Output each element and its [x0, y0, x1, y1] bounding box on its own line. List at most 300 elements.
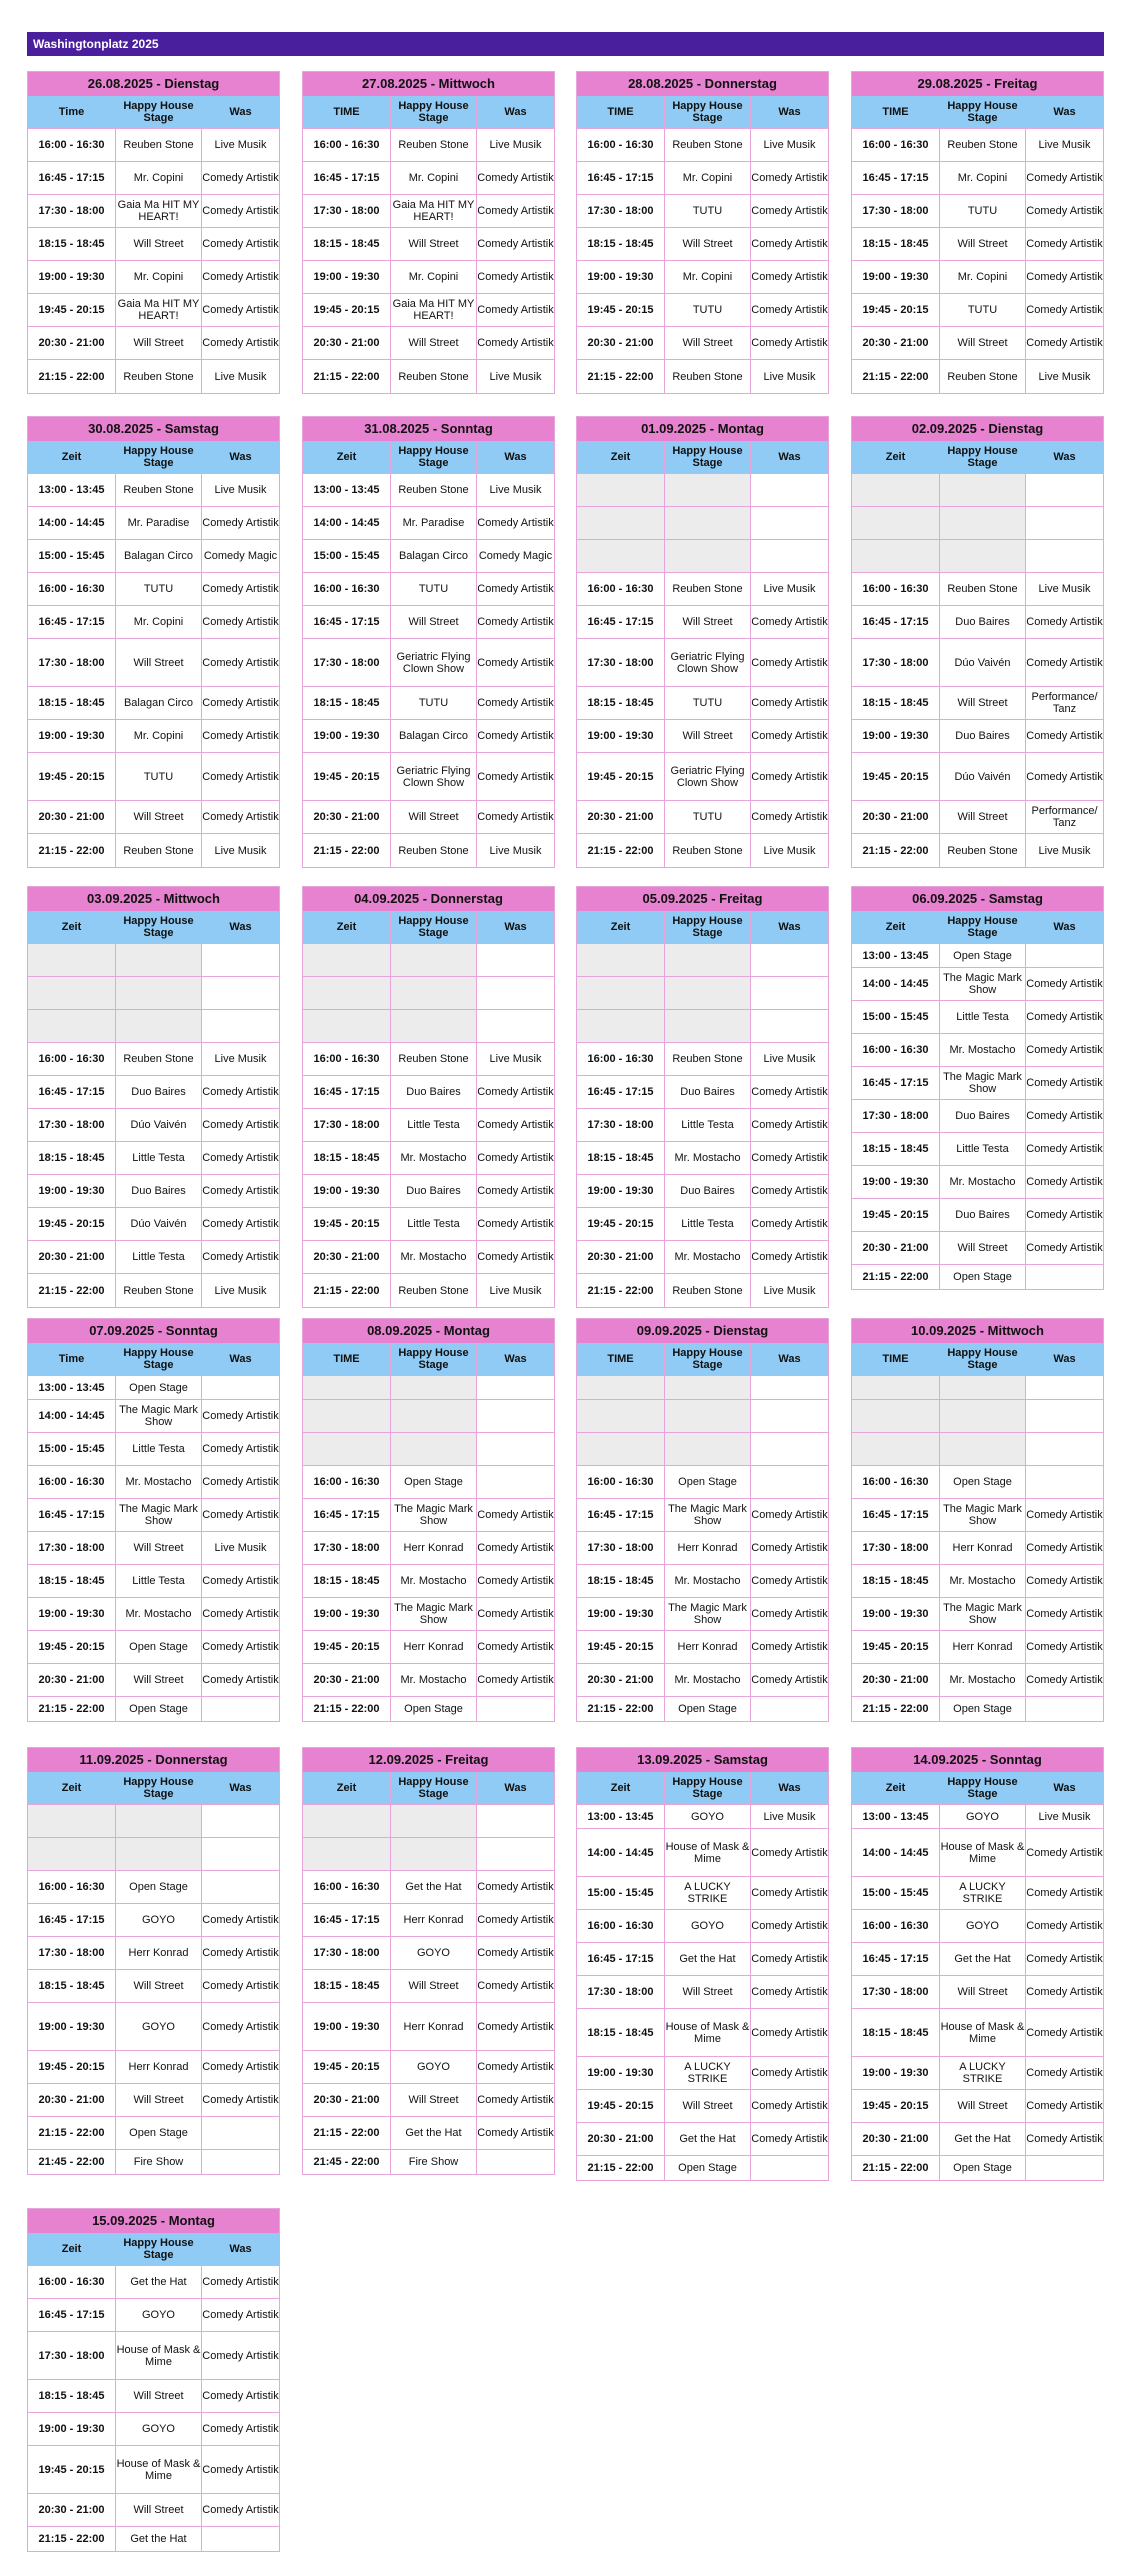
time-slot: 21:15 - 22:00	[28, 2117, 116, 2149]
category: Comedy Artistik	[751, 304, 828, 316]
time-slot: 18:15 - 18:45	[303, 1565, 391, 1597]
performer: Reuben Stone	[116, 1274, 202, 1307]
performer: Mr. Mostacho	[391, 1241, 477, 1273]
time-slot: 17:30 - 18:00	[577, 1109, 665, 1141]
performer: Fire Show	[391, 2150, 477, 2174]
performer: Balagan Circo	[116, 540, 202, 572]
category: Comedy Artistik	[751, 271, 828, 283]
category: Comedy Artistik	[751, 1608, 828, 1620]
category: Comedy Artistik	[477, 238, 554, 250]
category: Comedy Artistik	[477, 2127, 554, 2139]
column-headers	[852, 96, 1103, 129]
time-slot: 17:30 - 18:00	[577, 195, 665, 227]
was-column-header: Was	[778, 1782, 801, 1794]
performer: Herr Konrad	[940, 1631, 1026, 1663]
schedule-row	[303, 1433, 554, 1466]
time-slot: 18:15 - 18:45	[577, 228, 665, 260]
performer: House of Mask & Mime	[116, 2332, 202, 2379]
category: Comedy Artistik	[202, 304, 279, 316]
column-headers	[28, 2233, 279, 2266]
schedule-row	[28, 2413, 279, 2446]
schedule-row	[577, 1043, 828, 1076]
performer: Open Stage	[391, 1466, 477, 1498]
day-schedule	[27, 71, 280, 394]
schedule-row	[28, 2051, 279, 2084]
category	[1026, 1466, 1103, 1498]
performer: Geriatric Flying Clown Show	[391, 753, 477, 800]
schedule-row	[577, 834, 828, 867]
time-slot: 19:45 - 20:15	[303, 2051, 391, 2083]
time-slot: 19:45 - 20:15	[303, 294, 391, 326]
category: Comedy Artistik	[477, 517, 554, 529]
time-column-header: TIME	[577, 1343, 665, 1375]
schedule-row	[577, 1598, 828, 1631]
performer	[940, 1433, 1026, 1465]
schedule-row	[577, 1376, 828, 1400]
schedule-row	[28, 1805, 279, 1838]
time-slot: 15:00 - 15:45	[577, 1877, 665, 1909]
performer: Duo Baires	[665, 1175, 751, 1207]
category: Performance/ Tanz	[1031, 805, 1098, 829]
category: Comedy Artistik	[751, 656, 828, 669]
category: Comedy Artistik	[477, 1881, 554, 1893]
category: Live Musik	[489, 370, 542, 383]
schedule-row	[852, 968, 1103, 1001]
time-column-header: Zeit	[28, 911, 116, 943]
category: Comedy Artistik	[202, 656, 279, 669]
schedule-row	[577, 1829, 828, 1877]
day-title: 04.09.2025 - Donnerstag	[303, 887, 554, 911]
category: Comedy Artistik	[751, 172, 828, 184]
performer: Get the Hat	[391, 1871, 477, 1903]
performer: The Magic Mark Show	[940, 1067, 1026, 1099]
day-title: 27.08.2025 - Mittwoch	[303, 72, 554, 96]
time-slot: 16:00 - 16:30	[852, 1910, 940, 1942]
schedule-row	[852, 2057, 1103, 2090]
performer	[116, 1805, 202, 1837]
schedule-row	[28, 1904, 279, 1937]
day-schedule	[27, 1318, 280, 1722]
category: Comedy Artistik	[202, 1185, 279, 1197]
performer: House of Mask & Mime	[665, 2009, 751, 2056]
time-slot: 17:30 - 18:00	[28, 195, 116, 227]
time-slot	[577, 977, 665, 1009]
category: Comedy Artistik	[477, 271, 554, 283]
performer: Little Testa	[116, 1565, 202, 1597]
schedule-row	[303, 753, 554, 801]
time-slot: 18:15 - 18:45	[28, 1565, 116, 1597]
category: Comedy Artistik	[202, 1914, 279, 1926]
time-slot: 16:00 - 16:30	[28, 1871, 116, 1903]
category: Live Musik	[489, 1053, 542, 1065]
schedule-row	[28, 753, 279, 801]
time-slot: 20:30 - 21:00	[852, 327, 940, 359]
was-column-header: Was	[229, 451, 252, 463]
schedule-row	[303, 1241, 554, 1274]
day-title: 31.08.2025 - Sonntag	[303, 417, 554, 441]
schedule-row	[303, 2084, 554, 2117]
time-slot: 18:15 - 18:45	[28, 687, 116, 719]
category: Live Musik	[1038, 370, 1091, 383]
time-slot: 19:45 - 20:15	[577, 294, 665, 326]
time-column-header: Time	[28, 96, 116, 128]
time-slot: 21:15 - 22:00	[28, 1697, 116, 1721]
time-slot: 19:45 - 20:15	[303, 1208, 391, 1240]
time-column-header: Zeit	[577, 441, 665, 473]
column-headers	[577, 911, 828, 944]
schedule-row	[303, 573, 554, 606]
category: Comedy Artistik	[1026, 1542, 1103, 1554]
schedule-row	[852, 1532, 1103, 1565]
schedule-row	[577, 639, 828, 687]
time-slot: 18:15 - 18:45	[303, 1970, 391, 2002]
time-slot: 17:30 - 18:00	[28, 2332, 116, 2379]
schedule-row	[852, 834, 1103, 867]
time-slot: 16:45 - 17:15	[28, 1904, 116, 1936]
time-slot: 17:30 - 18:00	[28, 1937, 116, 1969]
performer: Little Testa	[391, 1109, 477, 1141]
time-slot: 18:15 - 18:45	[852, 228, 940, 260]
performer: TUTU	[391, 573, 477, 605]
day-title: 15.09.2025 - Montag	[28, 2209, 279, 2233]
schedule-row	[852, 2156, 1103, 2180]
time-slot: 14:00 - 14:45	[852, 1829, 940, 1876]
performer: Will Street	[391, 606, 477, 638]
schedule-row	[852, 1664, 1103, 1697]
stage-column-header: Happy House Stage	[940, 96, 1026, 128]
column-headers	[852, 911, 1103, 944]
category: Comedy Artistik	[477, 1086, 554, 1098]
category	[477, 1697, 554, 1721]
time-slot: 16:00 - 16:30	[852, 573, 940, 605]
category	[202, 944, 279, 976]
schedule-row	[303, 1208, 554, 1241]
schedule-row	[28, 1970, 279, 2003]
schedule-row	[852, 1433, 1103, 1466]
category	[751, 1010, 828, 1042]
schedule-row	[577, 1274, 828, 1307]
performer: Reuben Stone	[116, 360, 202, 393]
performer: Mr. Mostacho	[665, 1565, 751, 1597]
schedule-row	[852, 1232, 1103, 1265]
time-slot	[577, 1010, 665, 1042]
performer	[391, 1376, 477, 1399]
performer: GOYO	[940, 1910, 1026, 1942]
schedule-row	[852, 1133, 1103, 1166]
performer: The Magic Mark Show	[116, 1499, 202, 1531]
category: Comedy Artistik	[1026, 616, 1103, 628]
schedule-row	[303, 639, 554, 687]
schedule-row	[852, 162, 1103, 195]
performer: Reuben Stone	[391, 360, 477, 393]
performer	[665, 1376, 751, 1399]
schedule-row	[852, 1400, 1103, 1433]
time-slot	[852, 1400, 940, 1432]
performer: Duo Baires	[940, 1100, 1026, 1132]
stage-column-header: Happy House Stage	[665, 1772, 751, 1804]
performer: Little Testa	[391, 1208, 477, 1240]
performer: Get the Hat	[391, 2117, 477, 2149]
category	[751, 977, 828, 1009]
schedule-row	[28, 1664, 279, 1697]
was-column-header: Was	[778, 106, 801, 118]
stage-column-header: Happy House Stage	[665, 96, 751, 128]
category: Comedy Artistik	[202, 1641, 279, 1653]
category: Live Musik	[214, 1284, 267, 1297]
time-slot	[577, 507, 665, 539]
performer: Will Street	[665, 228, 751, 260]
schedule-row	[28, 1274, 279, 1307]
performer: Open Stage	[116, 2117, 202, 2149]
performer: TUTU	[665, 195, 751, 227]
performer: Mr. Copini	[940, 162, 1026, 194]
was-column-header: Was	[229, 1353, 252, 1365]
time-slot: 19:45 - 20:15	[28, 753, 116, 800]
time-slot: 14:00 - 14:45	[577, 1829, 665, 1876]
schedule-row	[303, 294, 554, 327]
schedule-row	[577, 2156, 828, 2180]
performer: Get the Hat	[665, 2123, 751, 2155]
category: Comedy Artistik	[477, 656, 554, 669]
time-column-header: TIME	[303, 96, 391, 128]
category: Comedy Artistik	[202, 2463, 279, 2476]
performer: Reuben Stone	[116, 1043, 202, 1075]
day-title: 08.09.2025 - Montag	[303, 1319, 554, 1343]
schedule-row	[852, 687, 1103, 720]
time-slot: 17:30 - 18:00	[28, 1532, 116, 1564]
performer: House of Mask & Mime	[665, 1829, 751, 1876]
time-slot	[852, 507, 940, 539]
performer	[391, 1433, 477, 1465]
schedule-row	[303, 2051, 554, 2084]
category: Comedy Artistik	[751, 616, 828, 628]
category	[477, 1376, 554, 1399]
performer: Mr. Copini	[391, 162, 477, 194]
time-slot: 16:00 - 16:30	[852, 1466, 940, 1498]
schedule-row	[852, 1199, 1103, 1232]
time-slot	[852, 1433, 940, 1465]
performer: GOYO	[391, 2051, 477, 2083]
performer: Dúo Vaivén	[940, 639, 1026, 686]
category: Comedy Artistik	[751, 1251, 828, 1263]
category: Comedy Artistik	[202, 1608, 279, 1620]
category: Performance/ Tanz	[1031, 691, 1098, 715]
performer: Will Street	[665, 2090, 751, 2122]
day-title: 07.09.2025 - Sonntag	[28, 1319, 279, 1343]
schedule-row	[577, 573, 828, 606]
performer: Duo Baires	[665, 1076, 751, 1108]
schedule-row	[852, 360, 1103, 393]
performer: Herr Konrad	[665, 1631, 751, 1663]
category: Comedy Artistik	[202, 205, 279, 217]
performer	[940, 1400, 1026, 1432]
schedule-row	[28, 720, 279, 753]
category: Comedy Artistik	[202, 1086, 279, 1098]
time-slot: 19:45 - 20:15	[577, 2090, 665, 2122]
category	[1026, 1697, 1103, 1721]
category: Comedy Artistik	[202, 2504, 279, 2516]
schedule-row	[303, 977, 554, 1010]
stage-column-header: Happy House Stage	[391, 96, 477, 128]
category: Comedy Artistik	[751, 1887, 828, 1899]
schedule-row	[303, 1871, 554, 1904]
category: Comedy Artistik	[202, 1509, 279, 1521]
time-slot: 19:45 - 20:15	[852, 2090, 940, 2122]
performer: Will Street	[391, 327, 477, 359]
performer: GOYO	[665, 1910, 751, 1942]
schedule-row	[28, 1400, 279, 1433]
column-headers	[303, 911, 554, 944]
performer: TUTU	[940, 195, 1026, 227]
schedule-row	[577, 507, 828, 540]
schedule-row	[28, 2527, 279, 2551]
time-slot: 16:00 - 16:30	[28, 2266, 116, 2298]
column-headers	[28, 96, 279, 129]
performer: Mr. Paradise	[391, 507, 477, 539]
time-slot: 17:30 - 18:00	[852, 1100, 940, 1132]
category: Live Musik	[214, 139, 267, 151]
time-slot: 18:15 - 18:45	[28, 2380, 116, 2412]
category: Comedy Artistik	[477, 583, 554, 595]
performer: Balagan Circo	[116, 687, 202, 719]
schedule-row	[577, 606, 828, 639]
schedule-row	[577, 944, 828, 977]
category	[751, 1433, 828, 1465]
performer: House of Mask & Mime	[116, 2446, 202, 2493]
time-column-header: Zeit	[852, 911, 940, 943]
day-schedule	[302, 1318, 555, 1722]
performer: Little Testa	[665, 1109, 751, 1141]
performer: Mr. Mostacho	[665, 1142, 751, 1174]
schedule-row	[577, 474, 828, 507]
category: Comedy Artistik	[1026, 1110, 1103, 1122]
day-title: 05.09.2025 - Freitag	[577, 887, 828, 911]
stage-column-header: Happy House Stage	[940, 1343, 1026, 1375]
performer	[116, 1010, 202, 1042]
time-slot: 19:45 - 20:15	[577, 1208, 665, 1240]
performer: Will Street	[116, 801, 202, 833]
performer: Will Street	[116, 2380, 202, 2412]
time-slot: 21:15 - 22:00	[577, 2156, 665, 2180]
category: Comedy Artistik	[477, 730, 554, 742]
schedule-row	[303, 2117, 554, 2150]
category: Comedy Artistik	[1026, 1011, 1103, 1023]
schedule-row	[577, 1532, 828, 1565]
schedule-row	[303, 944, 554, 977]
time-slot	[577, 1400, 665, 1432]
time-slot	[577, 944, 665, 976]
category	[202, 2117, 279, 2149]
schedule-row	[852, 474, 1103, 507]
category: Comedy Artistik	[202, 238, 279, 250]
time-slot: 16:45 - 17:15	[852, 1067, 940, 1099]
category: Comedy Artistik	[477, 1542, 554, 1554]
schedule-row	[28, 1010, 279, 1043]
schedule-row	[852, 1100, 1103, 1133]
schedule-row	[577, 1241, 828, 1274]
performer: Little Testa	[665, 1208, 751, 1240]
time-slot: 19:00 - 19:30	[28, 261, 116, 293]
category: Comedy Artistik	[1026, 1044, 1103, 1056]
time-slot: 20:30 - 21:00	[852, 1664, 940, 1696]
category: Comedy Artistik	[477, 811, 554, 823]
schedule-row	[577, 261, 828, 294]
schedule-row	[852, 1877, 1103, 1910]
time-slot: 18:15 - 18:45	[28, 228, 116, 260]
was-column-header: Was	[778, 451, 801, 463]
category: Live Musik	[1038, 583, 1091, 595]
category: Comedy Artistik	[1026, 2100, 1103, 2112]
time-slot: 13:00 - 13:45	[28, 1376, 116, 1399]
schedule-row	[28, 1433, 279, 1466]
schedule-row	[28, 1043, 279, 1076]
time-column-header: TIME	[852, 96, 940, 128]
time-slot: 20:30 - 21:00	[28, 1241, 116, 1273]
column-headers	[577, 96, 828, 129]
category: Comedy Artistik	[477, 1914, 554, 1926]
performer: Mr. Mostacho	[665, 1664, 751, 1696]
time-slot: 20:30 - 21:00	[577, 1241, 665, 1273]
category: Comedy Artistik	[1026, 238, 1103, 250]
time-slot: 20:30 - 21:00	[303, 801, 391, 833]
performer: Reuben Stone	[391, 834, 477, 867]
category	[202, 1697, 279, 1721]
category: Comedy Artistik	[202, 1251, 279, 1263]
category: Comedy Artistik	[477, 2094, 554, 2106]
schedule-row	[28, 1109, 279, 1142]
performer: GOYO	[116, 2299, 202, 2331]
category: Comedy Artistik	[1026, 978, 1103, 990]
schedule-row	[852, 801, 1103, 834]
day-schedule	[851, 1747, 1104, 2181]
performer: Open Stage	[116, 1697, 202, 1721]
performer: Mr. Copini	[116, 261, 202, 293]
performer: Mr. Mostacho	[940, 1034, 1026, 1066]
schedule-row	[303, 1499, 554, 1532]
category: Comedy Artistik	[202, 2020, 279, 2033]
category: Live Musik	[214, 370, 267, 383]
day-schedule	[851, 71, 1104, 394]
category: Live Musik	[489, 844, 542, 857]
category: Live Musik	[1038, 844, 1091, 857]
category: Comedy Artistik	[1026, 1077, 1103, 1089]
time-slot	[28, 944, 116, 976]
schedule-row	[577, 162, 828, 195]
schedule-row	[28, 687, 279, 720]
category: Comedy Artistik	[477, 205, 554, 217]
performer: Reuben Stone	[940, 360, 1026, 393]
category	[202, 1838, 279, 1870]
time-slot: 18:15 - 18:45	[577, 1565, 665, 1597]
category: Live Musik	[763, 583, 816, 595]
performer	[391, 944, 477, 976]
time-slot: 19:00 - 19:30	[303, 1175, 391, 1207]
performer	[116, 1838, 202, 1870]
schedule-row	[28, 2494, 279, 2527]
performer: Mr. Mostacho	[116, 1598, 202, 1630]
schedule-row	[577, 753, 828, 801]
time-slot: 18:15 - 18:45	[852, 1133, 940, 1165]
day-title: 09.09.2025 - Dienstag	[577, 1319, 828, 1343]
category: Comedy Artistik	[751, 730, 828, 742]
performer: Reuben Stone	[391, 129, 477, 161]
schedule-row	[852, 1697, 1103, 1721]
time-slot: 18:15 - 18:45	[303, 228, 391, 260]
time-slot: 21:15 - 22:00	[303, 360, 391, 393]
time-slot: 16:45 - 17:15	[28, 606, 116, 638]
schedule-row	[303, 360, 554, 393]
category: Comedy Magic	[478, 550, 553, 562]
